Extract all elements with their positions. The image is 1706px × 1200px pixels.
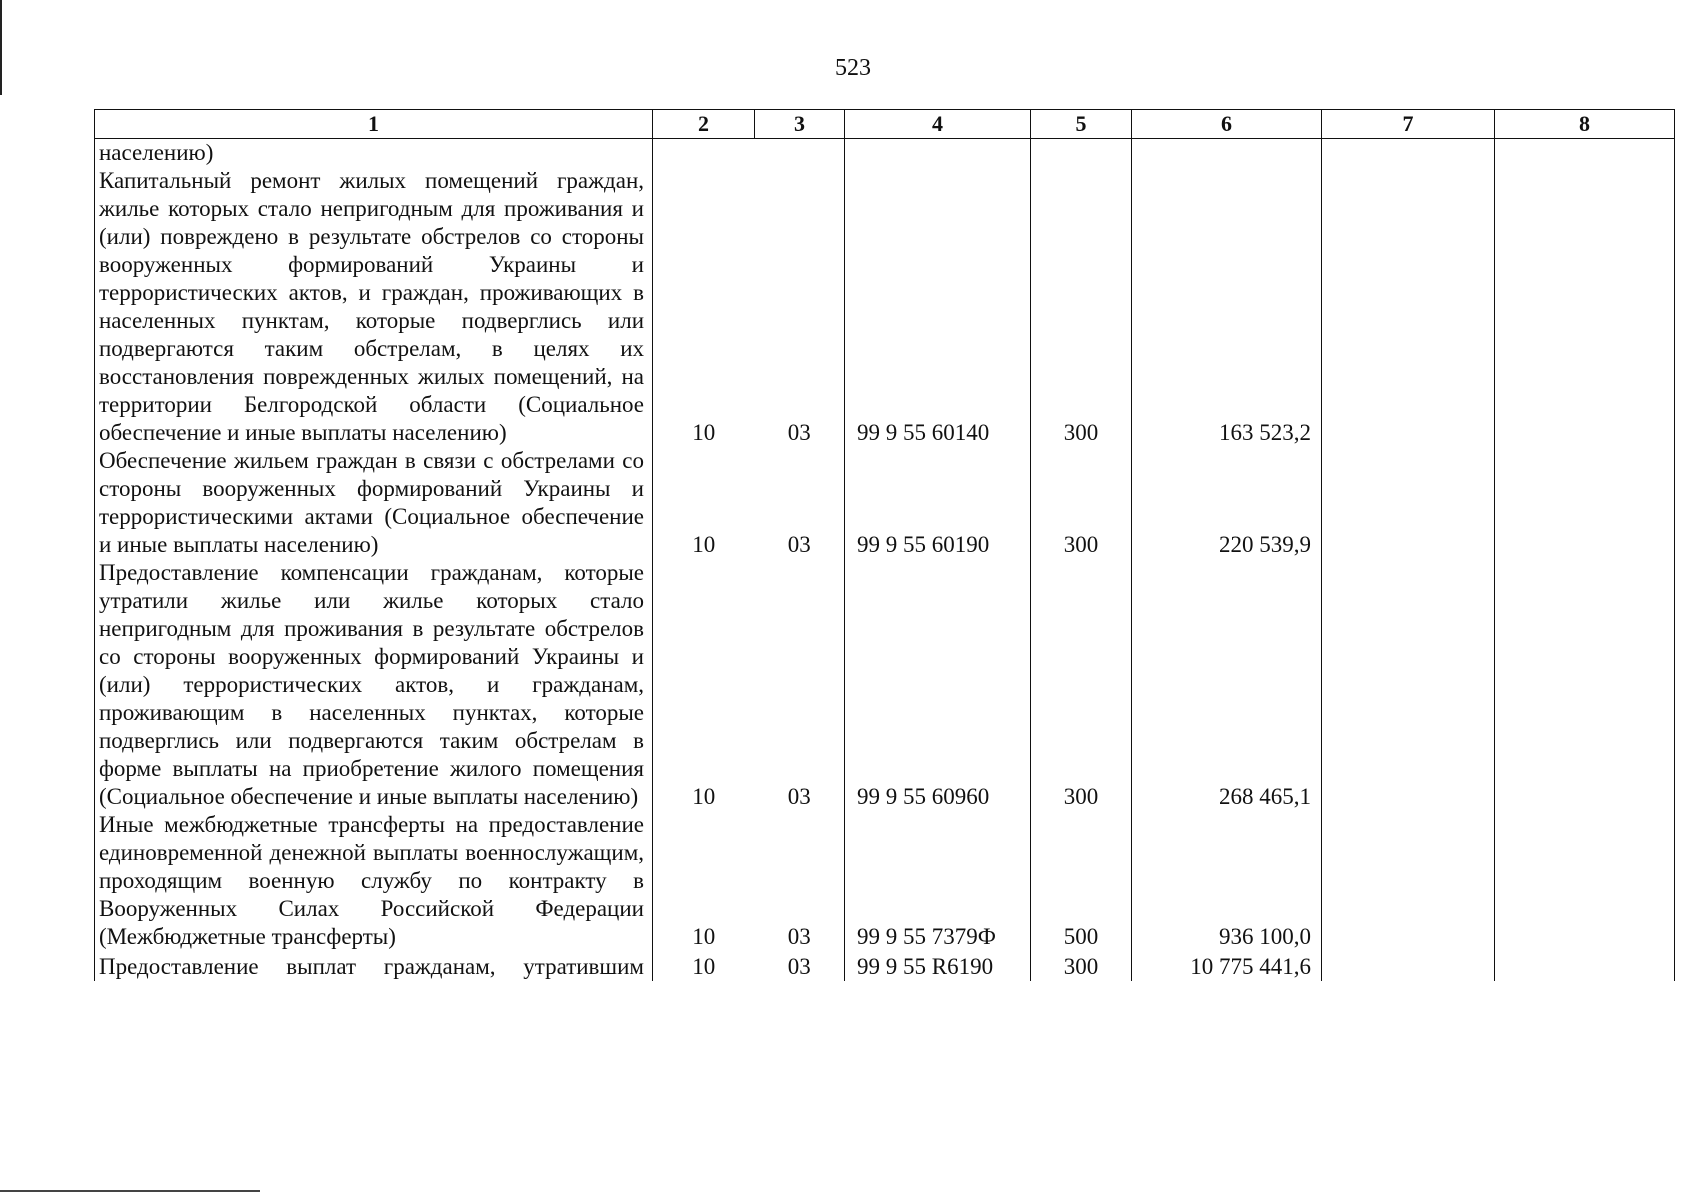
table-row [95, 951, 1675, 981]
row-col-7 [1322, 139, 1495, 168]
row-target-code: 99 9 55 60140 [845, 167, 1031, 447]
row-section: 10 [653, 811, 755, 951]
row-description: Предоставление компенсации гражданам, которые утратили жилье или жилье которых стало непригодным для проживания в результате обстрелов со стороны вооруженных формирований Украины и (или) террористических актов, и гражданам, проживающим в населенных пунктах, которые подверглись или подвергаются таким обстрелам в форме выплаты на приобретение жилого помещения (Социальное обеспечение и иные выплаты населению) [95, 559, 653, 811]
row-expense-type: 300 [1031, 951, 1132, 981]
row-target-code: 99 9 55 R6190 [845, 951, 1031, 981]
budget-table [94, 109, 1675, 981]
row-amount: 10 775 441,6 [1132, 951, 1322, 981]
row-subsection [755, 139, 845, 168]
row-description: населению) [95, 139, 653, 168]
row-target-code: 99 9 55 7379Ф [845, 811, 1031, 951]
row-target-code: 99 9 55 60190 [845, 447, 1031, 559]
header-col-4: 4 [845, 110, 1031, 139]
row-description: Капитальный ремонт жилых помещений граждан, жилье которых стало непригодным для проживания и (или) повреждено в результате обстрелов со стороны вооруженных формирований Украины и террористических актов, и граждан, проживающих в населенных пунктам, которые подверглись или подвергаются таким обстрелам, в целях их восстановления поврежденных жилых помещений, на территории Белгородской области (Социальное обеспечение и иные выплаты населению) [95, 167, 653, 447]
row-expense-type [1031, 139, 1132, 168]
table-row [95, 167, 1675, 447]
header-col-6: 6 [1132, 110, 1322, 139]
row-description: Предоставление выплат гражданам, утратившим [95, 951, 653, 981]
row-section: 10 [653, 447, 755, 559]
page-number: 523 [835, 55, 871, 81]
row-col-7 [1322, 167, 1495, 447]
row-col-7 [1322, 811, 1495, 951]
header-col-8: 8 [1495, 110, 1675, 139]
row-subsection: 03 [755, 951, 845, 981]
row-amount: 163 523,2 [1132, 167, 1322, 447]
header-col-2: 2 [653, 110, 755, 139]
row-col-7 [1322, 951, 1495, 981]
row-description: Обеспечение жильем граждан в связи с обстрелами со стороны вооруженных формирований Украины и террористическими актами (Социальное обеспечение и иные выплаты населению) [95, 447, 653, 559]
row-section: 10 [653, 951, 755, 981]
header-col-5: 5 [1031, 110, 1132, 139]
row-subsection: 03 [755, 559, 845, 811]
row-target-code: 99 9 55 60960 [845, 559, 1031, 811]
row-amount: 936 100,0 [1132, 811, 1322, 951]
table-row [95, 811, 1675, 951]
row-section: 10 [653, 167, 755, 447]
header-col-1: 1 [95, 110, 653, 139]
row-amount: 220 539,9 [1132, 447, 1322, 559]
row-expense-type: 300 [1031, 167, 1132, 447]
row-col-7 [1322, 447, 1495, 559]
row-col-8 [1495, 447, 1675, 559]
scan-bottom-rule [0, 1190, 260, 1192]
budget-table-frame [94, 109, 1674, 1115]
row-subsection: 03 [755, 167, 845, 447]
row-col-8 [1495, 559, 1675, 811]
row-col-8 [1495, 951, 1675, 981]
table-row [95, 447, 1675, 559]
table-row [95, 139, 1675, 168]
header-col-7: 7 [1322, 110, 1495, 139]
row-subsection: 03 [755, 811, 845, 951]
row-description: Иные межбюджетные трансферты на предоставление единовременной денежной выплаты военнослужащим, проходящим военную службу по контракту в Вооруженных Силах Российской Федерации (Межбюджетные трансферты) [95, 811, 653, 951]
row-section: 10 [653, 559, 755, 811]
row-expense-type: 300 [1031, 559, 1132, 811]
header-row [95, 110, 1675, 139]
row-expense-type: 300 [1031, 447, 1132, 559]
row-col-8 [1495, 139, 1675, 168]
row-amount [1132, 139, 1322, 168]
row-amount: 268 465,1 [1132, 559, 1322, 811]
row-col-8 [1495, 167, 1675, 447]
row-target-code [845, 139, 1031, 168]
table-row [95, 559, 1675, 811]
row-expense-type: 500 [1031, 811, 1132, 951]
row-subsection: 03 [755, 447, 845, 559]
header-col-3: 3 [755, 110, 845, 139]
row-col-8 [1495, 811, 1675, 951]
row-col-7 [1322, 559, 1495, 811]
row-section [653, 139, 755, 168]
